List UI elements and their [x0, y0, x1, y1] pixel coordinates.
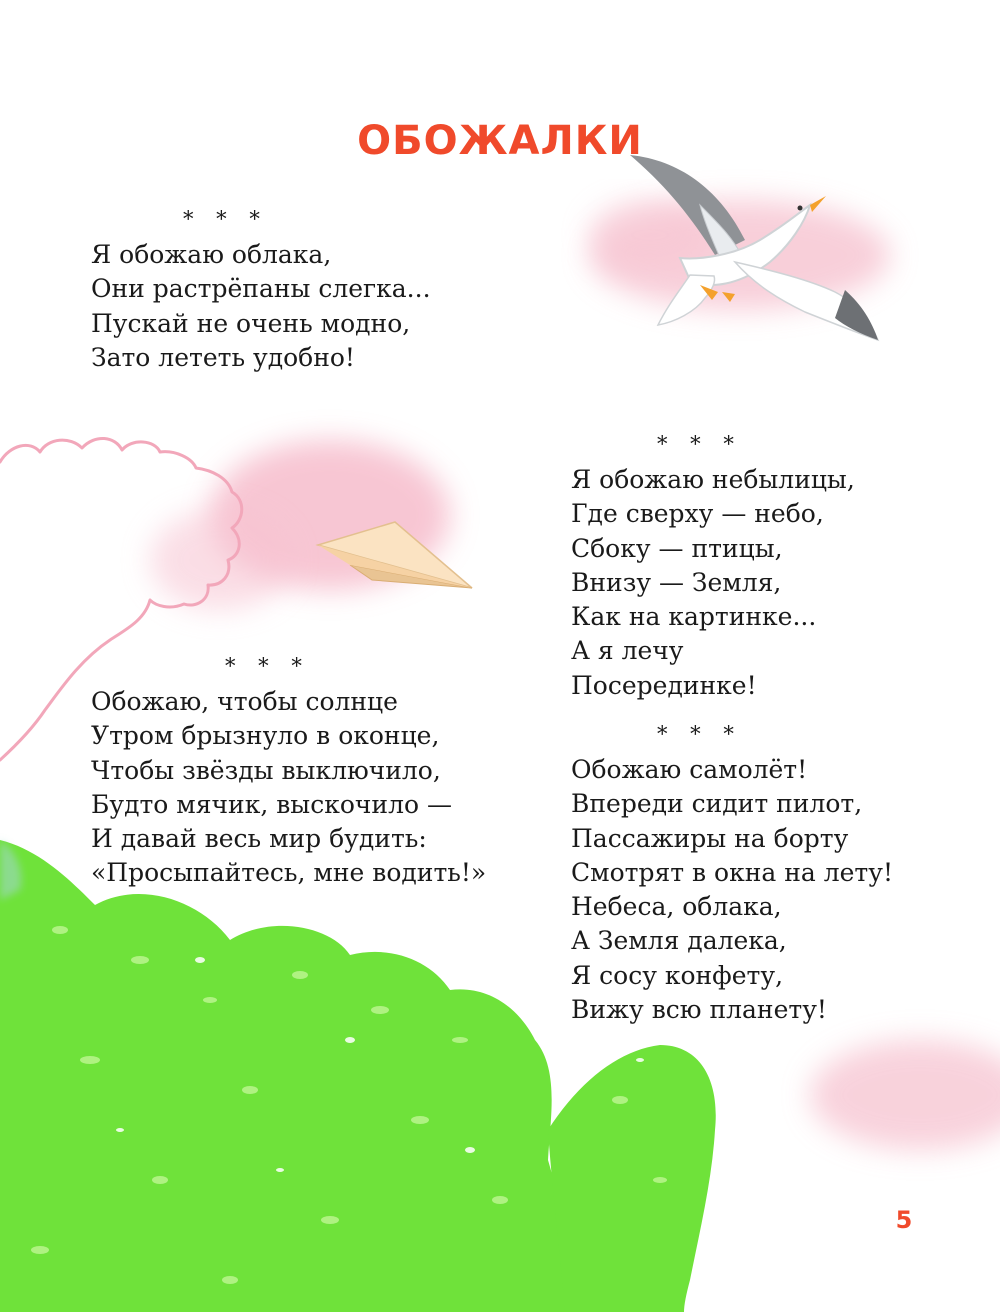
- poem-line: Обожаю самолёт!: [571, 755, 808, 784]
- poem-line: Зато лететь удобно!: [91, 342, 355, 372]
- poem-line: Будто мячик, выскочило —: [91, 789, 452, 819]
- stars-divider: * * *: [225, 654, 310, 678]
- poem-line: Как на картинке...: [571, 602, 817, 632]
- stars-divider: * * *: [657, 722, 742, 746]
- poem-airplane: [571, 719, 893, 1027]
- poem-line: Пускай не очень модно,: [91, 308, 411, 338]
- poem-line: Небеса, облака,: [571, 892, 782, 922]
- poem-line: Вижу всю планету!: [571, 995, 827, 1025]
- stars-divider: * * *: [657, 432, 742, 456]
- page-number: 5: [874, 1190, 934, 1250]
- poem-line: Смотрят в окна на лету!: [571, 857, 893, 887]
- poem-sun: [91, 651, 486, 891]
- pink-cloud-icon: [810, 1040, 1000, 1150]
- poem-fables: [571, 429, 855, 703]
- poem-line: Они растрёпаны слегка...: [91, 274, 431, 304]
- page-title: ОБОЖАЛКИ: [357, 118, 643, 164]
- poem-line: А я лечу: [571, 636, 684, 666]
- poem-clouds: [91, 204, 431, 375]
- poem-line: Где сверху — небо,: [571, 499, 824, 529]
- poem-line: Я обожаю небылицы,: [571, 465, 855, 494]
- poem-line: А Земля далека,: [571, 926, 787, 956]
- poem-line: Сбоку — птицы,: [571, 533, 783, 563]
- poem-line: Утром брызнуло в оконце,: [91, 721, 440, 751]
- poem-line: Внизу — Земля,: [571, 567, 782, 597]
- poem-line: Я обожаю облака,: [91, 240, 332, 269]
- stars-divider: * * *: [183, 207, 268, 231]
- poem-line: Впереди сидит пилот,: [571, 789, 863, 819]
- poem-line: Посерединке!: [571, 670, 757, 700]
- poem-line: «Просыпайтесь, мне водить!»: [91, 858, 487, 888]
- poem-line: Я сосу конфету,: [571, 960, 784, 990]
- poem-line: И давай весь мир будить:: [91, 824, 427, 854]
- poem-line: Обожаю, чтобы солнце: [91, 687, 398, 716]
- poem-line: Чтобы звёзды выключило,: [91, 755, 441, 785]
- poem-line: Пассажиры на борту: [571, 823, 849, 853]
